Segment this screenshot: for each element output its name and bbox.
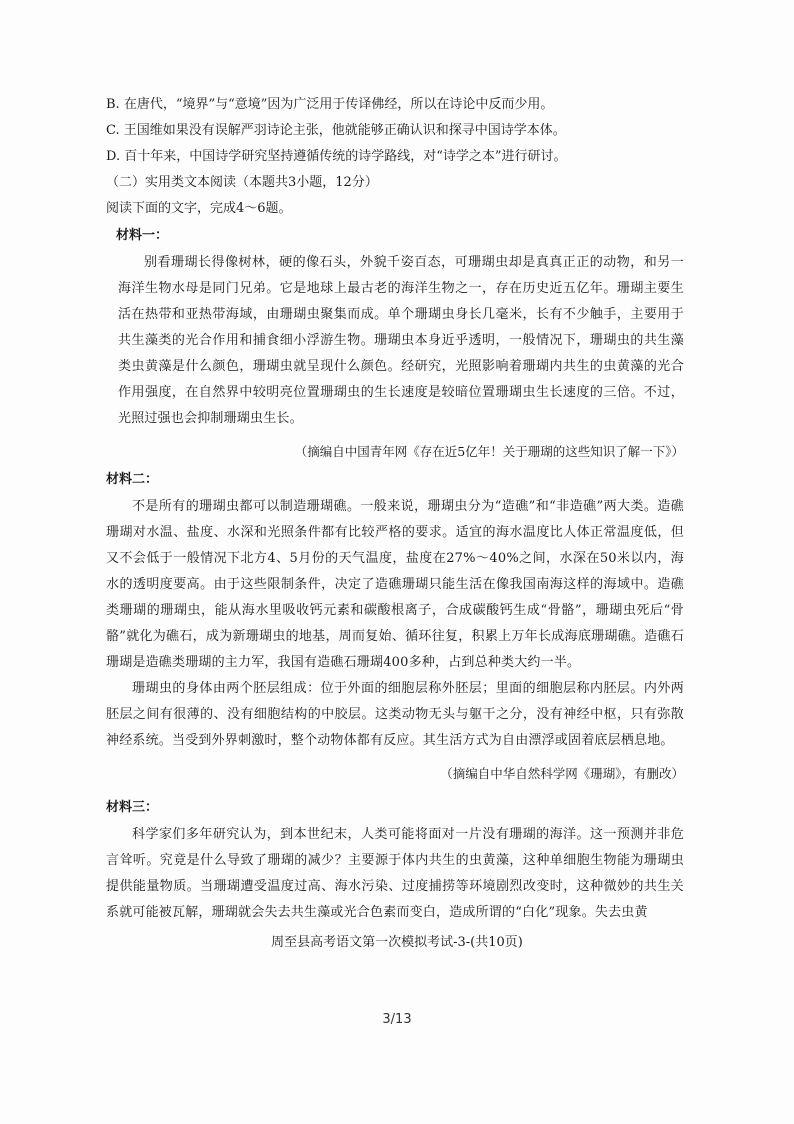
material-3-paragraph: 科学家们多年研究认为，到本世纪末，人类可能将面对一片没有珊瑚的海洋。这一预测并非危言耸听。究竟是什么导致了珊瑚的减少？主要源于体内共生的虫黄藻，这种单细胞生物能为珊瑚虫提供能量物质。当珊瑚遭受温度过高、海水污染、过度捕捞等环境剧烈改变时，这种微妙的共生关系就可能被瓦解，珊瑚就会失去共生藻或光合色素而变白，造成所谓的“白化”现象。失去虫黄 (106, 827, 684, 920)
material-2-title: 材料二： (106, 472, 159, 487)
page-content (106, 92, 684, 926)
material-3 (106, 794, 684, 926)
option-b: B. 在唐代，“境界”与“意境”因为广泛用于传译佛经，所以在诗论中反而少用。 (106, 97, 554, 112)
material-3-title: 材料三： (106, 800, 159, 815)
material-2-source: （摘编自中华自然科学网《珊瑚》，有删改） (440, 766, 684, 781)
option-c: C. 王国维如果没有误解严羽诗论主张，他就能够正确认识和探寻中国诗学本体。 (106, 123, 566, 138)
material-1-source: （摘编自中国青年网《存在近5亿年！关于珊瑚的这些知识了解一下》） (294, 444, 684, 459)
page-footer: 周至县高考语文第一次模拟考试-3-(共10页) (271, 935, 523, 950)
material-2 (106, 466, 684, 788)
section-instruction: 阅读下面的文字，完成4～6题。 (106, 201, 292, 216)
page-indicator: 3/13 (382, 1012, 412, 1027)
material-2-paragraph-2: 珊瑚虫的身体由两个胚层组成：位于外面的细胞层称外胚层；里面的细胞层称内胚层。内外两胚层之间有很薄的、没有细胞结构的中胶层。这类动物无头与躯干之分，没有神经中枢，只有弥散神经系统。当受到外界刺激时，整个动物体都有反应。其生活方式为自由漂浮或固着底层栖息地。 (106, 681, 684, 748)
material-1-title: 材料一： (116, 228, 169, 243)
option-d: D. 百十年来，中国诗学研究坚持遵循传统的诗学路线，对“诗学之本”进行研讨。 (106, 149, 567, 164)
section-title: （二）实用类文本阅读（本题共3小题，12分） (106, 175, 378, 190)
material-2-paragraph-1: 不是所有的珊瑚虫都可以制造珊瑚礁。一般来说，珊瑚虫分为“造礁”和“非造礁”两大类。造礁珊瑚对水温、盐度、水深和光照条件都有比较严格的要求。适宜的海水温度比人体正常温度低，但又不会低于一般情况下北方4、5月份的天气温度，盐度在27%～40%之间，水深在50米以内，海水的透明度要高。由于这些限制条件，决定了造礁珊瑚只能生活在像我国南海这样的海域中。造礁类珊瑚的珊瑚虫，能从海水里吸收钙元素和碳酸根离子，合成碳酸钙生成“骨骼”，珊瑚虫死后“骨骼”就化为礁石，成为新珊瑚虫的地基，周而复始、循环往复，积累上万年长成海底珊瑚礁。造礁石珊瑚是造礁类珊瑚的主力军，我国有造礁石珊瑚400多种，占到总种类大约一半。 (106, 499, 684, 670)
material-1-paragraph: 别看珊瑚长得像树林，硬的像石头，外貌千姿百态，可珊瑚虫却是真真正正的动物，和另一海洋生物水母是同门兄弟。它是地球上最古老的海洋生物之一，存在历史近五亿年。珊瑚主要生活在热带和亚热带海域，由珊瑚虫聚集而成。单个珊瑚虫身长几毫米，长有不少触手，主要用于共生藻类的光合作用和捕食细小浮游生物。珊瑚虫本身近乎透明，一般情况下，珊瑚虫的共生藻类虫黄藻是什么颜色，珊瑚虫就呈现什么颜色。经研究，光照影响着珊瑚内共生的虫黄藻的光合作用强度，在自然界中较明亮位置珊瑚虫的生长速度是较暗位置珊瑚虫生长速度的三倍。不过，光照过强也会抑制珊瑚虫生长。 (118, 255, 684, 426)
material-1 (106, 222, 684, 466)
